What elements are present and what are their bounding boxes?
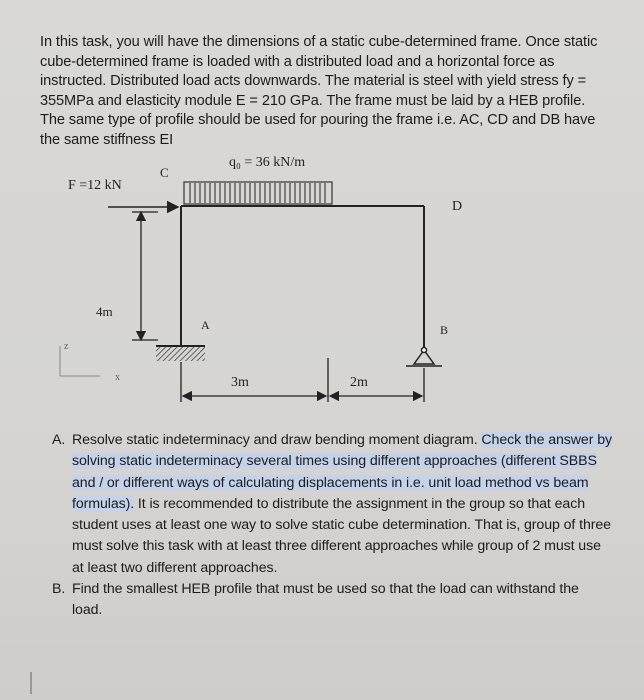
- span-right-label: 2m: [350, 375, 368, 390]
- page-edge-mark: [30, 672, 32, 694]
- task-a: [52, 430, 612, 579]
- task-list: [52, 430, 612, 622]
- height-dimension: [132, 212, 158, 340]
- node-d-label: D: [452, 199, 463, 214]
- intro-text: [40, 33, 610, 151]
- fixed-support-a: [156, 346, 205, 361]
- axis-x-label: x: [115, 372, 120, 383]
- span-dimension: [181, 358, 424, 402]
- load-label: q₀ = 36 kN/m: [229, 155, 306, 170]
- frame-members: [181, 206, 424, 350]
- task-b-text: Find the smallest HEB profile that must be used so that the load can withstand the load.: [72, 581, 579, 619]
- task-a-rest-text: It is recommended to distribute the assignment in the group so that each student uses at least one way to solve static cube determination. That is, group of three must solve this task with at least three different approaches while group of 2 must use at least two different approaches.: [72, 495, 611, 576]
- task-a-letter: A.: [52, 432, 66, 448]
- frame-figure: [0, 150, 644, 420]
- force-label: F =12 kN: [68, 178, 122, 193]
- task-a-highlighted-text: Check the answer by solving static indeterminacy several times using different approaches (different SBBS and / or different ways of calculating displacements in i.e. unit load method vs beam formulas).: [72, 432, 612, 512]
- node-a-label: A: [201, 318, 210, 332]
- task-b-letter: B.: [52, 581, 66, 598]
- span-left-label: 3m: [231, 375, 249, 390]
- pinned-support-b: [406, 348, 442, 367]
- node-b-label: B: [440, 323, 449, 337]
- task-a-text: Resolve static indeterminacy and draw bending moment diagram.: [72, 432, 478, 448]
- axis-z-label: z: [64, 341, 69, 352]
- intro-paragraph: In this task, you will have the dimensions of a static cube-determined frame. Once static cube-determined frame is loaded with a distributed load and a horizontal force as instructed. Distributed load acts downwards. The material is steel with yield stress fy = 355MPa and elasticity module E = 210 GPa. The frame must be laid by a HEB profile. The same type of profile should be used for pouring the frame i.e. AC, CD and DB have the same stiffness EI: [40, 34, 598, 148]
- height-label: 4m: [96, 304, 113, 319]
- node-c-label: C: [160, 165, 169, 180]
- task-b: [52, 579, 612, 622]
- distributed-load: [184, 182, 332, 204]
